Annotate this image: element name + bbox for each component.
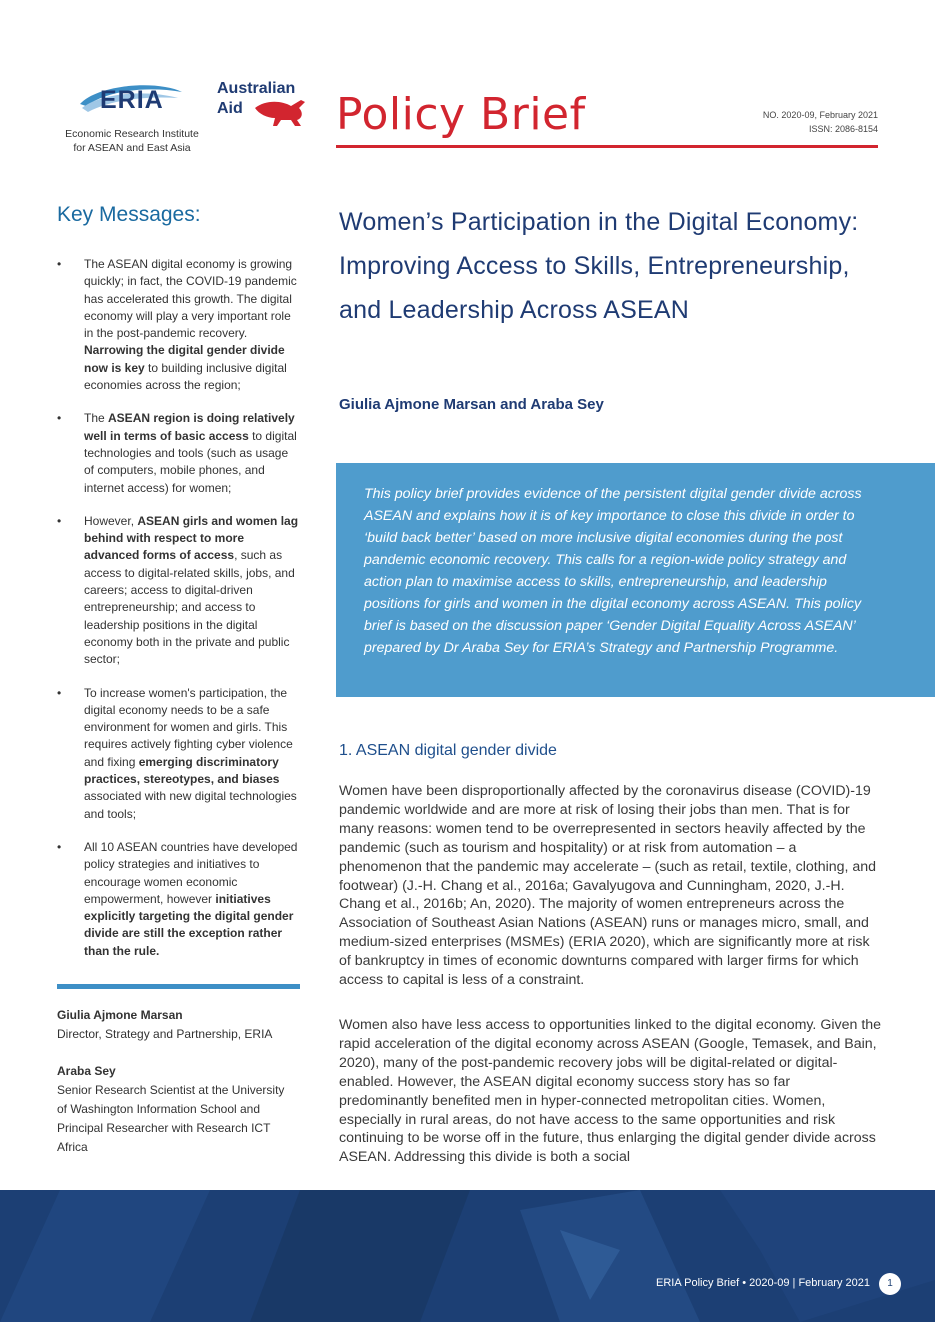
- issn: ISSN: 2086-8154: [808, 124, 878, 134]
- author-bio: [57, 1006, 297, 1044]
- bullet-icon: •: [57, 839, 62, 854]
- body-paragraph: Women have been disproportionally affected by the coronavirus disease (COVID)-19 pandemic worldwide and are more at risk of losing their jobs than men. That is for many reasons: women tend to be overrepresented in sectors heavily affected by the pandemic (such as tourism and hospitality) or at risk from automation – a phenomenon that the pandemic may accelerate – (such as retail, textile, clothing, and footwear) (J.-H. Chang et al., 2016a; Gavalyugova and Cunningham, 2020, J.-H. Chang et al., 2016b; An, 2020). The majority of women entrepreneurs across the Association of Southeast Asian Nations (ASEAN) runs or manages micro, small, and medium-sized enterprises (MSMEs) (ERIA 2020), which are significantly more at risk of bankruptcy in times of economic downturns compared with larger firms for which access to capital is less of a constraint.: [339, 783, 877, 989]
- eria-logo: [78, 82, 186, 116]
- bullet-icon: •: [57, 513, 62, 528]
- eria-logo-text: ERIA: [100, 86, 164, 114]
- eria-caption: [52, 127, 212, 155]
- key-message-emphasis: emerging discriminatory practices, stereotypes, and biases: [84, 754, 280, 787]
- page-number: 1: [879, 1273, 901, 1295]
- key-messages-title: Key Messages:: [57, 203, 201, 226]
- key-message-text: The: [84, 411, 109, 426]
- issue-meta: [763, 108, 878, 136]
- footer-texture-pattern: [0, 1190, 935, 1322]
- article-authors: Giulia Ajmone Marsan and Araba Sey: [339, 396, 604, 413]
- policy-brief-heading: Policy Brief: [336, 89, 586, 140]
- key-message-emphasis: ASEAN girls and women lag behind with respect to more advanced forms of access: [84, 513, 299, 563]
- abstract-box: [336, 463, 935, 697]
- kangaroo-icon: [251, 96, 313, 126]
- key-message-text: To increase women's participation, the digital economy needs to be a safe environment for women and girls. This requires actively fighting cyber violence and fixing: [84, 685, 293, 769]
- article-title: Women’s Participation in the Digital Economy: Improving Access to Skills, Entrepreneurship, and Leadership Across ASEAN: [339, 208, 859, 324]
- author-bio-role: Director, Strategy and Partnership, ERIA: [57, 1027, 273, 1041]
- issue-number: NO. 2020-09, February 2021: [762, 110, 878, 120]
- key-message-text: associated with new digital technologies and tools;: [84, 789, 297, 821]
- section-heading: 1. ASEAN digital gender divide: [339, 742, 557, 759]
- australian-aid-logo: [217, 80, 317, 126]
- eria-caption-line-2: for ASEAN and East Asia: [73, 142, 191, 154]
- bullet-icon: •: [57, 685, 62, 700]
- bullet-icon: •: [57, 411, 62, 426]
- footer-citation: ERIA Policy Brief • 2020-09 | February 2021: [656, 1277, 870, 1289]
- key-message-emphasis: Narrowing the digital gender divide now is key: [84, 343, 285, 375]
- author-bio-role: Senior Research Scientist at the University of Washington Information School and Principal Researcher with Research ICT Africa: [57, 1083, 285, 1154]
- key-message-emphasis: ASEAN region is doing relatively well in terms of basic access: [84, 411, 295, 443]
- key-message-item: [57, 513, 300, 669]
- footer-band: [0, 1190, 935, 1322]
- eria-caption-line-1: Economic Research Institute: [65, 128, 199, 140]
- key-message-item: [57, 256, 300, 394]
- header-divider: [336, 145, 878, 148]
- aus-aid-line-1: Australian: [217, 80, 296, 97]
- aus-aid-line-2: Aid: [217, 100, 243, 117]
- key-message-text: to building inclusive digital economies across the region;: [84, 360, 287, 393]
- key-message-text: to digital technologies and tools (such as usage of computers, mobile phones, and internet access) for women;: [84, 428, 297, 495]
- body-paragraph: Women also have less access to opportunities linked to the digital economy. Given the rapid acceleration of the digital economy across ASEAN (Google, Temasek, and Bain, 2020), many of the post-pandemic recovery jobs will be digital-related or digital-enabled. However, the ASEAN digital economy success story has so far predominantly benefited men in hyper-connected metropolitan cities. Women, especially in rural areas, do not have access to the same opportunities and risk continuing to be worse off in the future, thus enlarging the digital gender divide across ASEAN. Addressing this divide is both a social: [339, 1017, 882, 1166]
- key-messages-divider: [57, 984, 300, 989]
- key-message-text: , such as access to digital-related skills, jobs, and careers; access to digital-driven entrepreneurship; and access to leadership positions in the digital economy both in the private and public sector;: [84, 548, 295, 667]
- key-message-text: All 10 ASEAN countries have developed policy strategies and initiatives to encourage women economic empowerment, however: [84, 839, 298, 906]
- author-bio-name: Araba Sey: [57, 1064, 116, 1078]
- key-message-item: [57, 410, 300, 496]
- key-message-item: [57, 839, 300, 960]
- key-message-item: [57, 685, 300, 823]
- abstract-text: This policy brief provides evidence of the persistent digital gender divide across ASEAN and explains how it is of key importance to close this divide in order to ‘build back better’ based on more inclusive digital economies during the post pandemic economic recovery. This calls for a region-wide policy strategy and action plan to maximise access to skills, entrepreneurship, and leadership positions for girls and women in the digital economy across ASEAN. This policy brief is based on the discussion paper ‘Gender Digital Equality Across ASEAN’ prepared by Dr Araba Sey for ERIA’s Strategy and Partnership Programme.: [364, 486, 862, 656]
- author-bio-name: Giulia Ajmone Marsan: [57, 1008, 183, 1022]
- key-messages-list: [57, 256, 300, 976]
- key-message-text: However,: [84, 513, 138, 528]
- bullet-icon: •: [57, 257, 62, 271]
- key-message-emphasis: initiatives explicitly targeting the digital gender divide are still the exception rather than the rule.: [84, 891, 294, 958]
- key-message-text: The ASEAN digital economy is growing quickly; in fact, the COVID-19 pandemic has accelerated this growth. The digital economy will play a very important role in the post-pandemic recovery.: [84, 257, 297, 341]
- author-bio: [57, 1062, 297, 1157]
